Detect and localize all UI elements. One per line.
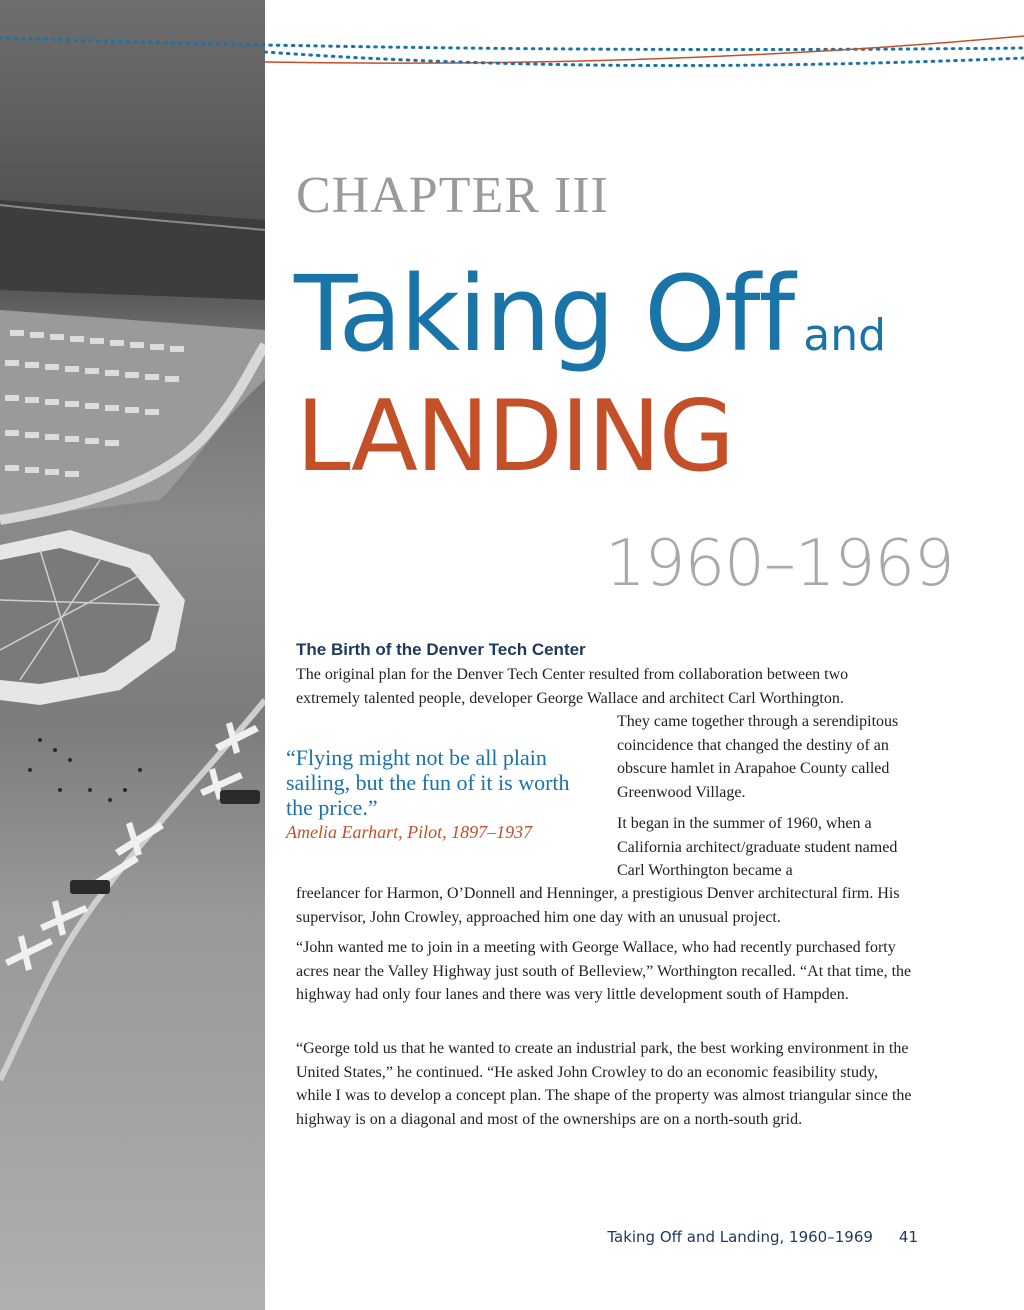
aerial-photo (0, 0, 265, 1310)
paragraph-2a: It began in the summer of 1960, when a California architect/graduate student named Carl Worthington became a (617, 815, 898, 880)
decorative-top-lines (0, 0, 1024, 80)
paragraph-2b: freelancer for Harmon, O’Donnell and Henninger, a prestigious Denver architectural firm. His supervisor, John Crowley, approached him one day with an unusual project. (296, 885, 900, 926)
title-and: and (803, 310, 887, 361)
chapter-title-line1 (294, 253, 887, 375)
paragraph-4: “George told us that he wanted to create an industrial park, the best working environment in the United States,” he continued. “He asked John Crowley to do an economic feasibility study, while I was to develop a concept plan. The shape of the property was almost triangular since the highway is on a diagonal and most of the ownerships are on a north-south grid. (296, 1040, 912, 1128)
pull-quote-attribution: Amelia Earhart, Pilot, 1897–1937 (286, 822, 533, 842)
page-number: 41 (898, 1228, 918, 1246)
chapter-title-landing: LANDING (296, 380, 733, 494)
chapter-label: CHAPTER III (296, 167, 609, 224)
paragraph-1b: They came together through a serendipitous coincidence that changed the destiny of an obscure hamlet in Arapahoe County called Greenwood Village. (617, 713, 899, 801)
paragraph-3: “John wanted me to join in a meeting with George Wallace, who had recently purchased forty acres near the Valley Highway just south of Belleview,” Worthington recalled. “At that time, the highway had only four lanes and there was very little development south of Hampden. (296, 939, 912, 1004)
section-heading: The Birth of the Denver Tech Center (296, 640, 586, 659)
pull-quote (286, 745, 586, 844)
page-footer (607, 1228, 918, 1246)
pull-quote-text: “Flying might not be all plain sailing, but the fun of it is worth the price.” (286, 745, 570, 820)
running-title: Taking Off and Landing, 1960–1969 (607, 1228, 873, 1246)
paragraph-1a: The original plan for the Denver Tech Center resulted from collaboration between two extremely talented people, developer George Wallace and architect Carl Worthington. (296, 666, 849, 707)
title-taking-off: Taking Off (294, 253, 794, 375)
chapter-years: 1960–1969 (605, 527, 954, 601)
